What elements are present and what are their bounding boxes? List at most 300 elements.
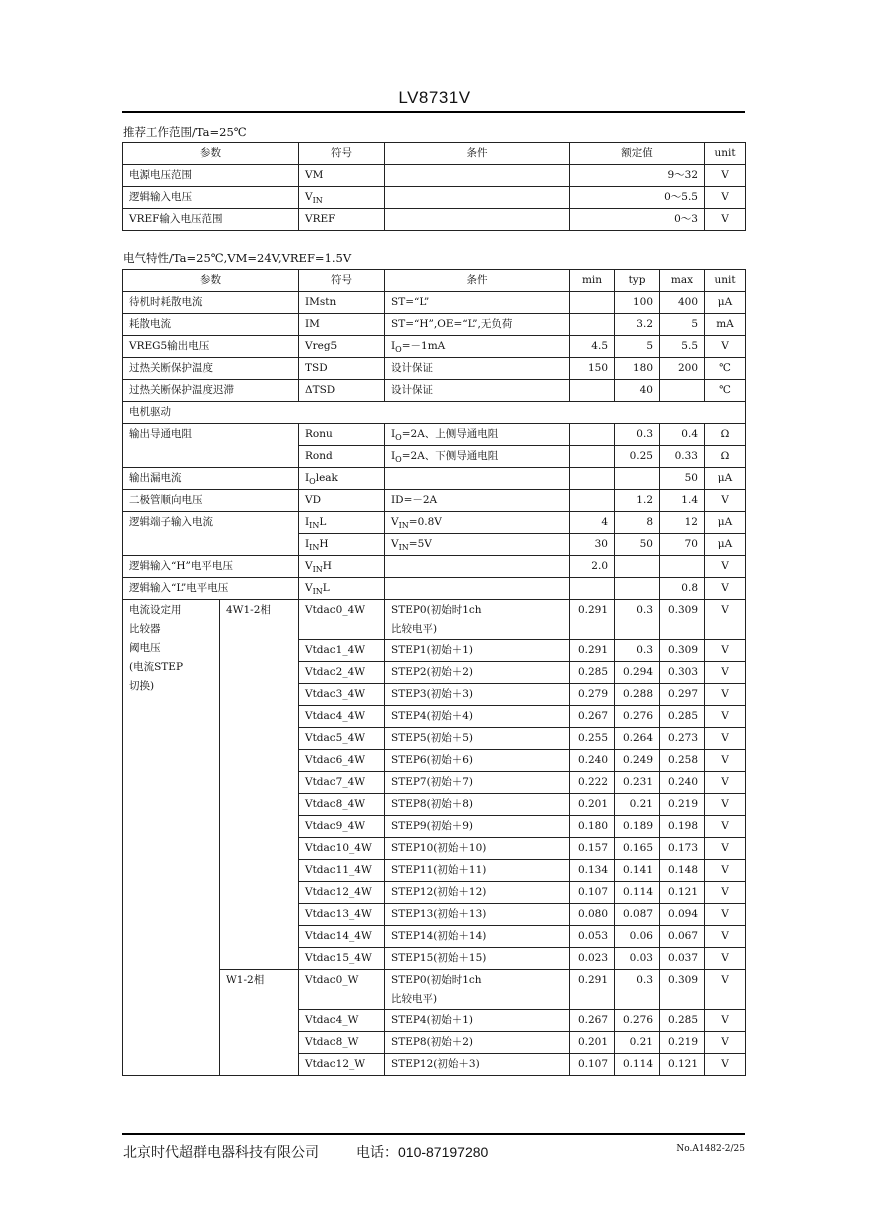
cell-unit: V [705, 640, 746, 662]
cell-unit: V [705, 556, 746, 578]
cond-rest: =2A、下侧导通电阻 [401, 450, 499, 462]
mode-cell: 4W1-2相 [220, 600, 299, 970]
cell-unit: V [705, 684, 746, 706]
cell-param: 电源电压范围 [123, 165, 299, 187]
cell-min [570, 292, 615, 314]
cell-condition: STEP7(初始＋7) [385, 772, 570, 794]
cond-sub: O [395, 345, 402, 354]
cell-max: 0.309 [660, 970, 705, 1010]
cell-symbol: Vtdac12_4W [299, 882, 385, 904]
cell-condition [385, 512, 570, 534]
cell-symbol: Vtdac12_W [299, 1054, 385, 1076]
cell-symbol: VREF [299, 209, 385, 231]
cell-condition: 设计保证 [385, 358, 570, 380]
cell-unit: V [705, 490, 746, 512]
sym-rest: H [322, 560, 332, 572]
table-row [123, 424, 746, 446]
threshold-param-cell [123, 600, 220, 1076]
cell-min: 0.180 [570, 816, 615, 838]
cell-symbol: Ronu [299, 424, 385, 446]
cell-min: 0.255 [570, 728, 615, 750]
cond-main: V [391, 538, 399, 550]
cell-param: 耗散电流 [123, 314, 299, 336]
cell-min: 0.080 [570, 904, 615, 926]
cell-param: 逻辑端子输入电流 [123, 512, 299, 556]
cell-symbol: Vtdac15_4W [299, 948, 385, 970]
header-unit: unit [705, 143, 746, 165]
cell-symbol [299, 578, 385, 600]
cell-unit: ℃ [705, 380, 746, 402]
cell-min: 0.107 [570, 882, 615, 904]
cell-unit: Ω [705, 446, 746, 468]
table-row [123, 380, 746, 402]
table-row [123, 490, 746, 512]
cell-symbol: VD [299, 490, 385, 512]
cell-param: 过热关断保护温度迟滞 [123, 380, 299, 402]
cell-symbol [299, 468, 385, 490]
cell-max: 0.219 [660, 794, 705, 816]
cell-condition [385, 468, 570, 490]
cell-typ: 0.06 [615, 926, 660, 948]
cell-unit: V [705, 662, 746, 684]
cell-max: 0.303 [660, 662, 705, 684]
cell-unit: V [705, 209, 746, 231]
cell-param: VREG5输出电压 [123, 336, 299, 358]
cell-typ: 3.2 [615, 314, 660, 336]
cell-min: 0.201 [570, 1032, 615, 1054]
cell-min: 2.0 [570, 556, 615, 578]
cell-condition: STEP1(初始＋1) [385, 640, 570, 662]
cell-unit: V [705, 772, 746, 794]
section-row-motor-drive [123, 402, 746, 424]
cell-min [570, 314, 615, 336]
cell-symbol: Rond [299, 446, 385, 468]
table-row [123, 358, 746, 380]
sym-main: I [305, 516, 310, 528]
electrical-characteristics-table [122, 269, 746, 1076]
cell-max: 5.5 [660, 336, 705, 358]
cell-condition [385, 336, 570, 358]
cell-typ [615, 556, 660, 578]
header-unit: unit [705, 270, 746, 292]
cell-condition: STEP4(初始＋1) [385, 1010, 570, 1032]
cell-typ: 0.114 [615, 1054, 660, 1076]
header-rated: 额定值 [570, 143, 705, 165]
cell-max: 0.8 [660, 578, 705, 600]
cell-unit: V [705, 882, 746, 904]
cell-condition [385, 556, 570, 578]
cell-symbol: Vtdac2_4W [299, 662, 385, 684]
table-row [123, 165, 746, 187]
cell-condition [385, 578, 570, 600]
cell-symbol: Vtdac8_4W [299, 794, 385, 816]
cell-typ: 0.165 [615, 838, 660, 860]
cell-max: 70 [660, 534, 705, 556]
cell-unit: V [705, 1032, 746, 1054]
cell-typ [615, 468, 660, 490]
cell-param: 过热关断保护温度 [123, 358, 299, 380]
cell-max: 0.273 [660, 728, 705, 750]
header-symbol: 符号 [299, 143, 385, 165]
cell-unit: V [705, 600, 746, 640]
cell-typ: 5 [615, 336, 660, 358]
mode-cell: W1-2相 [220, 970, 299, 1076]
cell-min [570, 578, 615, 600]
section-title-electrical: 电气特性/Ta=25℃,VM=24V,VREF=1.5V [123, 251, 352, 265]
cond-sub: IN [398, 543, 409, 552]
cond-main: I [391, 428, 396, 440]
cell-typ: 100 [615, 292, 660, 314]
cell-typ: 0.276 [615, 706, 660, 728]
cell-typ: 0.3 [615, 424, 660, 446]
cell-unit: μA [705, 512, 746, 534]
cell-condition: STEP9(初始＋9) [385, 816, 570, 838]
sym-sub: IN [312, 587, 323, 596]
cell-symbol: Vtdac11_4W [299, 860, 385, 882]
cell-min: 0.285 [570, 662, 615, 684]
cond-rest: =－1mA [401, 340, 446, 352]
sym-main: V [305, 560, 313, 572]
threshold-param-line: 切换) [129, 680, 155, 692]
cell-typ: 40 [615, 380, 660, 402]
cell-param: 输出漏电流 [123, 468, 299, 490]
cell-max: 1.4 [660, 490, 705, 512]
cell-min: 0.279 [570, 684, 615, 706]
cell-symbol: VM [299, 165, 385, 187]
cell-symbol: Vtdac4_W [299, 1010, 385, 1032]
cell-typ: 0.249 [615, 750, 660, 772]
cell-unit: V [705, 816, 746, 838]
cell-min: 0.291 [570, 600, 615, 640]
cell-condition: STEP12(初始＋3) [385, 1054, 570, 1076]
cell-unit: V [705, 1054, 746, 1076]
header-param: 参数 [123, 143, 299, 165]
cell-min: 0.291 [570, 970, 615, 1010]
sym-main: I [305, 538, 310, 550]
cell-typ: 0.03 [615, 948, 660, 970]
cell-min: 0.134 [570, 860, 615, 882]
cell-symbol: Vtdac1_4W [299, 640, 385, 662]
cell-typ [615, 578, 660, 600]
cell-max: 0.121 [660, 882, 705, 904]
sym-rest: H [319, 538, 329, 550]
cond-line: 比较电平) [391, 993, 438, 1005]
cell-unit: V [705, 728, 746, 750]
cell-symbol: Vtdac8_W [299, 1032, 385, 1054]
table-row [123, 600, 746, 640]
cell-condition: STEP5(初始＋5) [385, 728, 570, 750]
cell-min: 0.023 [570, 948, 615, 970]
table-row [123, 314, 746, 336]
cell-unit: V [705, 860, 746, 882]
cell-condition: STEP13(初始＋13) [385, 904, 570, 926]
header-typ: typ [615, 270, 660, 292]
cell-condition: 设计保证 [385, 380, 570, 402]
cell-min: 4 [570, 512, 615, 534]
cell-typ: 0.3 [615, 970, 660, 1010]
cell-min: 4.5 [570, 336, 615, 358]
header-condition: 条件 [385, 270, 570, 292]
section-title-recommended: 推荐工作范围/Ta=25℃ [123, 125, 247, 139]
cell-unit: V [705, 578, 746, 600]
cell-typ: 0.276 [615, 1010, 660, 1032]
cond-line: STEP0(初始时1ch [391, 974, 482, 986]
cell-unit: V [705, 706, 746, 728]
cond-sub: IN [398, 521, 409, 530]
cell-unit: V [705, 1010, 746, 1032]
cell-symbol [299, 512, 385, 534]
header-min: min [570, 270, 615, 292]
cond-main: V [391, 516, 399, 528]
sym-rest: L [319, 516, 327, 528]
header-max: max [660, 270, 705, 292]
sym-main: V [305, 582, 313, 594]
cond-line: STEP0(初始时1ch [391, 604, 482, 616]
cond-rest: =5V [408, 538, 432, 550]
cell-unit: μA [705, 468, 746, 490]
cell-max: 200 [660, 358, 705, 380]
cell-min: 30 [570, 534, 615, 556]
cell-condition: STEP10(初始＋10) [385, 838, 570, 860]
cell-max [660, 556, 705, 578]
cell-min: 0.222 [570, 772, 615, 794]
cell-condition: STEP11(初始＋11) [385, 860, 570, 882]
cell-max: 0.198 [660, 816, 705, 838]
footer-phone: 电话：010-87197280 [356, 1144, 489, 1160]
cell-max: 0.297 [660, 684, 705, 706]
cell-condition [385, 187, 570, 209]
cell-max: 5 [660, 314, 705, 336]
cell-min: 0.291 [570, 640, 615, 662]
cell-unit: V [705, 926, 746, 948]
cell-symbol: Vtdac0_4W [299, 600, 385, 640]
cond-sub: O [395, 455, 402, 464]
cell-condition: STEP15(初始＋15) [385, 948, 570, 970]
cell-max: 0.067 [660, 926, 705, 948]
sym-sub: IN [309, 543, 320, 552]
cell-min: 0.053 [570, 926, 615, 948]
cell-unit: V [705, 336, 746, 358]
header-symbol: 符号 [299, 270, 385, 292]
cell-condition: STEP14(初始＋14) [385, 926, 570, 948]
cell-condition: STEP12(初始＋12) [385, 882, 570, 904]
sym-rest: leak [315, 472, 338, 484]
cell-typ: 0.25 [615, 446, 660, 468]
cell-max: 0.094 [660, 904, 705, 926]
table-row [123, 468, 746, 490]
cell-typ: 0.294 [615, 662, 660, 684]
cell-unit: V [705, 970, 746, 1010]
cell-unit: mA [705, 314, 746, 336]
cell-typ: 1.2 [615, 490, 660, 512]
cond-main: I [391, 340, 396, 352]
cell-symbol [299, 556, 385, 578]
cell-min: 0.267 [570, 706, 615, 728]
cell-max: 0.219 [660, 1032, 705, 1054]
threshold-param-line: 电流设定用 [129, 604, 182, 616]
cell-value: 9～32 [570, 165, 705, 187]
sym-main: I [305, 472, 310, 484]
cell-typ: 0.3 [615, 640, 660, 662]
cell-condition: STEP8(初始＋2) [385, 1032, 570, 1054]
sym-rest: L [322, 582, 330, 594]
cell-max: 50 [660, 468, 705, 490]
cell-min [570, 424, 615, 446]
cell-min: 0.201 [570, 794, 615, 816]
cell-condition [385, 424, 570, 446]
cell-symbol: Vtdac10_4W [299, 838, 385, 860]
cell-symbol: Vtdac4_4W [299, 706, 385, 728]
cell-condition: STEP3(初始＋3) [385, 684, 570, 706]
title-divider [122, 111, 745, 113]
cell-condition [385, 600, 570, 640]
cell-unit: μA [705, 534, 746, 556]
cell-condition: STEP6(初始＋6) [385, 750, 570, 772]
cell-symbol: Vtdac14_4W [299, 926, 385, 948]
cell-symbol: Vtdac0_W [299, 970, 385, 1010]
threshold-param-line: 阈电压 [129, 642, 161, 654]
cell-condition [385, 446, 570, 468]
table-header-row [123, 270, 746, 292]
cell-symbol: Vtdac9_4W [299, 816, 385, 838]
cell-condition: STEP4(初始＋4) [385, 706, 570, 728]
cell-unit: V [705, 165, 746, 187]
cell-max: 0.037 [660, 948, 705, 970]
cell-condition: ST=“H”,OE=“L”,无负荷 [385, 314, 570, 336]
cond-sub: O [395, 433, 402, 442]
cell-typ: 8 [615, 512, 660, 534]
sym-sub: O [309, 477, 316, 486]
cell-symbol: Vtdac5_4W [299, 728, 385, 750]
cell-max: 12 [660, 512, 705, 534]
cell-typ: 0.21 [615, 1032, 660, 1054]
cell-unit: Ω [705, 424, 746, 446]
cell-condition [385, 534, 570, 556]
cell-typ: 0.087 [615, 904, 660, 926]
cell-symbol: Vreg5 [299, 336, 385, 358]
cell-param: 逻辑输入电压 [123, 187, 299, 209]
cond-line: 比较电平) [391, 623, 438, 635]
cell-param: 逻辑输入“L”电平电压 [123, 578, 299, 600]
table-row [123, 187, 746, 209]
cell-symbol: Vtdac7_4W [299, 772, 385, 794]
cell-max: 0.33 [660, 446, 705, 468]
header-param: 参数 [123, 270, 299, 292]
sym-sub: IN [309, 521, 320, 530]
footer-doc-number: No.A1482-2/25 [676, 1144, 745, 1154]
cell-symbol: Vtdac6_4W [299, 750, 385, 772]
cell-value: 0～5.5 [570, 187, 705, 209]
cell-unit: μA [705, 292, 746, 314]
cell-max [660, 380, 705, 402]
cell-max: 0.285 [660, 706, 705, 728]
cell-unit: V [705, 838, 746, 860]
cell-min: 0.267 [570, 1010, 615, 1032]
cell-typ: 0.21 [615, 794, 660, 816]
header-condition: 条件 [385, 143, 570, 165]
cell-symbol [299, 534, 385, 556]
table-row [123, 292, 746, 314]
cell-min: 0.157 [570, 838, 615, 860]
cell-param: 待机时耗散电流 [123, 292, 299, 314]
cell-condition [385, 165, 570, 187]
cell-min [570, 490, 615, 512]
table-row [123, 209, 746, 231]
cell-max: 0.173 [660, 838, 705, 860]
cell-param: 逻辑输入“H”电平电压 [123, 556, 299, 578]
cell-typ: 0.189 [615, 816, 660, 838]
cell-typ: 0.114 [615, 882, 660, 904]
cell-min: 0.107 [570, 1054, 615, 1076]
cell-unit: V [705, 794, 746, 816]
cell-param: 输出导通电阻 [123, 424, 299, 468]
cell-condition [385, 209, 570, 231]
cell-symbol: IM [299, 314, 385, 336]
cell-condition: ST=“L” [385, 292, 570, 314]
cell-symbol: ΔTSD [299, 380, 385, 402]
cell-param: 二极管顺向电压 [123, 490, 299, 512]
threshold-param-line: (电流STEP [129, 661, 184, 673]
page-title: LV8731V [398, 88, 471, 107]
table-header-row [123, 143, 746, 165]
cell-min [570, 468, 615, 490]
cell-typ: 0.264 [615, 728, 660, 750]
cell-unit: ℃ [705, 358, 746, 380]
cell-typ: 0.231 [615, 772, 660, 794]
cell-unit: V [705, 750, 746, 772]
cell-condition: ID=－2A [385, 490, 570, 512]
threshold-param-line: 比较器 [129, 623, 161, 635]
cell-max: 0.285 [660, 1010, 705, 1032]
table-row [123, 556, 746, 578]
cell-max: 0.148 [660, 860, 705, 882]
cell-condition: STEP2(初始＋2) [385, 662, 570, 684]
cell-unit: V [705, 904, 746, 926]
cell-param: VREF输入电压范围 [123, 209, 299, 231]
cell-typ: 0.141 [615, 860, 660, 882]
cell-min [570, 446, 615, 468]
cell-symbol: Vtdac3_4W [299, 684, 385, 706]
cell-max: 0.121 [660, 1054, 705, 1076]
recommended-operating-table [122, 142, 746, 231]
table-row [123, 578, 746, 600]
cell-max: 0.258 [660, 750, 705, 772]
footer-company: 北京时代超群电器科技有限公司 [123, 1144, 319, 1160]
cell-symbol: TSD [299, 358, 385, 380]
sym-sub: IN [312, 565, 323, 574]
cell-symbol: IMstn [299, 292, 385, 314]
cell-min: 0.240 [570, 750, 615, 772]
cell-max: 0.309 [660, 640, 705, 662]
cell-typ: 0.3 [615, 600, 660, 640]
cell-max: 400 [660, 292, 705, 314]
cell-typ: 50 [615, 534, 660, 556]
table-row [123, 336, 746, 358]
symbol-main: V [305, 191, 313, 203]
cell-min: 150 [570, 358, 615, 380]
cell-condition [385, 970, 570, 1010]
cond-rest: =0.8V [408, 516, 442, 528]
table-row [123, 512, 746, 534]
cell-symbol: Vtdac13_4W [299, 904, 385, 926]
motor-drive-label: 电机驱动 [123, 402, 746, 424]
cell-max: 0.240 [660, 772, 705, 794]
cell-symbol [299, 187, 385, 209]
cell-unit: V [705, 187, 746, 209]
cell-typ: 0.288 [615, 684, 660, 706]
cell-value: 0～3 [570, 209, 705, 231]
footer-divider [122, 1133, 745, 1135]
